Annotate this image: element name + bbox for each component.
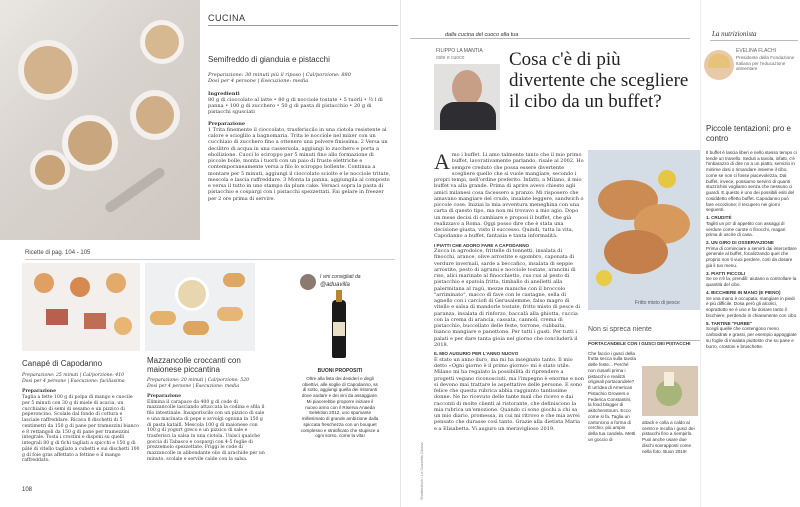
main-recipe-meta1: Preparazione: 30 minuti più il riposo | Cal/porzione: 880 xyxy=(208,72,351,78)
chef-name: FILIPPO LA MANTIA xyxy=(436,48,483,54)
canape-meta1: Preparazione: 25 minuti | Cal/porzione: 410 xyxy=(22,373,125,378)
chef-photo xyxy=(434,64,500,130)
nutrition-sidebar xyxy=(702,30,800,507)
recipes-page-label: Ricette di pag. 104 - 105 xyxy=(25,250,91,256)
canape-recipe xyxy=(22,359,140,466)
nutritionist-bio: Presidente della Fondazione Italiana per l'educazione alimentare xyxy=(736,55,795,72)
main-recipe-title: Semifreddo di gianduia e pistacchi xyxy=(208,55,330,64)
fried-fish-photo xyxy=(588,150,700,310)
canape-title: Canapé di Capodanno xyxy=(22,359,103,368)
wine-label: I vini consigliati da xyxy=(320,274,361,280)
page-gutter xyxy=(400,0,401,507)
mazzancolle-prep-heading: Preparazione xyxy=(147,393,182,399)
nutritionist-photo xyxy=(704,50,734,80)
chef-role: oste e cuoco xyxy=(436,55,465,61)
nutrition-header: La nutrizionista xyxy=(712,30,757,38)
waste-text-2: attack e colla a caldo al centro e incolla i gusci dei pistacchi fino a riempirlo. Puoi anche usare due dischi sovrapposti come nella foto. Buon 2019! xyxy=(642,420,695,454)
mazzancolle-recipe xyxy=(147,356,267,465)
prep-text: 1 Trita finemente il cioccolato, trasferiscilo in una ciotola resistente al calore e scioglilo a bagnomaria. Trita le nocciole nel mixer con un cucchiaio di zucchero fino a ottenere una polvere finissima. 2 Versa un decilitro di acqua in una casseruola, aggiungi lo zucchero e porta a ebollizione. Cuoci lo sciroppo per 5 minuti fino allo formazione di piccole bolle, monta i tuorli con un paio di fruste elettriche e contemporaneamente versa a filo lo sciroppo bollente. Continua a montare per 5 minuti, aggiungi il cioccolato sciolto e le nocciole tritate, mescola e lascia raffreddare. 3 Monta la panna, aggiungila al composto e versa il tutto in uno stampo da plum cake. Versaci sopra la pasta di pistacchio e cospargi con i pistacchi spezzettati. Fai gelare in freezer per 2 ore prima di servire. xyxy=(208,126,391,202)
tip-2-text: Prima di cominciare a servirti dai intercettare generale al buffet, focalizzando quel che proprio non ti vuoi perdere, così da dosare già il tuo menu. xyxy=(706,245,797,268)
canape-photo xyxy=(22,263,140,351)
food-caption: Fritto misto di pesce xyxy=(635,300,680,306)
article-subheading-2: IL MIO AUGURIO PER L'ANNO NUOVO xyxy=(434,351,519,357)
main-recipe-meta2: Dosi per 4 persone | Esecuzione: media xyxy=(208,78,309,85)
candle-photo xyxy=(642,366,698,416)
article-para-1: Amo i buffet. Li amo talmente tanto che il mio primo buffet, lavorativamente parlando, risale al 2002. Ho sempre creduto che possa essere divertente scegliere quello che si vuole mangiare, secondo i propri tempi, nell'ordine preferito. Infatti, a Milano, il mio buffet va alla grande. Prima di aprire avevo chiesto agli amici milanesi cosa facessero a pranzo. Mi risposero che amavano mangiare del crudo, insalate leggere, sandwich o piccole cose. Iniziai la mia avventura meneghina con una carta di questo tipo, ma non mi trovavo a mio agio. Dopo un mese decisi di cambiare e proposi il buffet, che già realizzavo a Roma. Oggi posso dire che è stata una decisione giusta, visto il successo. Quindi, tutta la vita, Capodanno a buffet, fantasia e tanta informalità. xyxy=(434,149,584,240)
article-subheading-1: I PIATTI CHE ADORO FARE A CAPODANNO xyxy=(434,242,530,248)
dessert-photo xyxy=(0,0,200,240)
nutritionist-name: EVELINA FLACHI xyxy=(736,48,777,54)
tip-1-text: Tagliti un po' di appetito con assaggi di verdure come carote o finocchi, magari prima di uscire di casa. xyxy=(706,220,786,238)
nutrition-title: Piccole tentazioni: pro e contro xyxy=(706,124,791,143)
ingredients-text: 80 g di cioccolato al latte • 80 g di nocciole tostate • 5 tuorli • ½ l di panna • 100 g di zucchero • 50 g di pasta di pistacchio • 20 g di pistacchi sgusciati xyxy=(208,96,383,116)
waste-text-1: Che faccio i gusci della frutta secca sulla tavola delle feste... Perché non riusarli prima i pistacchi e realizzi originali portacandele? È un'idea di American Pistachio Growers e Federica Constantini, la food blogger di akitchenstourn. Ecco come si fa. Taglia un cartoncino a forma di cerchio, più ampio della tua candela. Metti un goccio di xyxy=(588,350,637,442)
mazzancolle-title: Mazzancolle croccanti con maionese piccantina xyxy=(147,356,241,375)
dek: dalla cucina del cuoco alla tua xyxy=(445,32,519,38)
waste-title: Non si spreca niente xyxy=(588,326,652,333)
tip-5-heading: 5. TARTINE "FURBE" xyxy=(706,320,753,326)
tip-4-text: Se una mano è occupata, mangiare in piedi è più difficile. Dosa però gli alcolici, soprattutto se è uno e fai dosare tanto il bicchiere, perdendo in chiaramente con cibo. xyxy=(706,295,798,318)
prawns-photo xyxy=(145,263,255,351)
photo-credit: Shutterstock / La Gazzetta Olassa xyxy=(420,442,424,500)
wine-text: Oltre alla lista dei desideri e degli obiettivi, alle soglie di Capodanno, ss di sotto, aggiungi quella dei ristoranti dove andare e dei vini da assaggiare. Mi piacerebbe proporre iniziare il nuovo anno con il Riserva Anaeda Selektion 2012, uno spumante millesimato di grande ambizione dalla spiccata freschezza con un bouquet complesso e stratificato che stupisce a ogni sorso, come la vita! xyxy=(300,376,380,439)
tip-3-text: Se ce n'è la, prendili: aiutano a controllare la quantità del cibo. xyxy=(706,276,797,288)
article-intro-text: mo i buffet. Li amo talmente tanto che il mio primo buffet, lavorativamente parlando, risale al 2002. Ho sempre creduto che possa essere divertente scegliere quello che si vuole mangiare, secondo i propri tempi, nell'ordine preferito. Infatti, a Milano, il mio buffet va alla grande. Prima di aprire avevo chiesto agli amici milanesi cosa facessero a pranzo. Mi risposero che amavano mangiare del crudo, insalate leggere, sandwich o piccole cose. Iniziai la mia avventura meneghina con una carta di questo tipo, ma non mi trovavo a mio agio. Dopo un mese decisi di cambiare e proposi il buffet, che già realizzavo a Roma. Oggi posso dire che è stata una decisione giusta, visto il successo. Quindi, tutta la vita, Capodanno a buffet, fantasia e tanta informalità. xyxy=(434,152,584,240)
section-label: CUCINA xyxy=(208,13,246,23)
mazzancolle-meta2: Dosi per 4 persone | Esecuzione: media xyxy=(147,384,240,390)
ingredients-heading: Ingredienti xyxy=(208,90,240,97)
prep-heading: Preparazione xyxy=(208,120,246,127)
wine-heading: BUONI PROPOSITI xyxy=(317,368,363,374)
article-body xyxy=(434,149,584,434)
main-recipe xyxy=(208,55,393,204)
mazzancolle-prep-text: Elimina il carapace da 400 g di code di mazzancolle lasciando attaccata la codina e sfila il filo intestinale. Insaporiscile con un pizzico di sale e una macinata di pepe e avvolgi ognuna in 150 g di pasta kataifi. Mescola 100 g di maionese con 100 g di yogurt greco e un pizzico di sale e trasferisci la salsa in una ciotola. Unisci qualche goccia di Tabasco e cospargi con 4-5 foglie di prezzemolo spezzettate. Friggi le code di mazzancolle in abbondante olio di arachide per un minuto, scolale e servile calde con la salsa. xyxy=(147,399,265,462)
tip-5-text: Scegli quelle che contengono meno carboidrati e grassi, per esempio appoggiate su foglie di insalata piuttosto che su pane e burro, crostoni e bruschette. xyxy=(706,326,797,349)
article-para-3: È stato un anno duro, ma mi ha insegnato tanto. Il mio detto «Ogni giorno è il primo giorno» mi è stato utile. Milano mi ha regalato la possibilità di riprendere a progetti vegano riconosciuti, ma l'impegno è enorme e non si devono mai trattare le aspettative delle persone. E sono felice che questa rubrica abbia raggiunto tantissime donne. Ne ho ricevuto delle tante mail che ricevo e dai racconti di molte clienti al ristorante, che definiscono la mia rubrica un'emozione. Quando ci sono giochi a chi sa un mio diario, promessa, in cui mi ritrovo e che mia avrei pensato che durasse così tanto. Grazie alla dietista Maria e a Elisabetta. Vi auguro un meraviglioso 2019. xyxy=(434,356,584,432)
nutrition-body xyxy=(706,150,798,351)
waste-box xyxy=(588,326,700,454)
page-number: 108 xyxy=(22,487,33,493)
article-para-2: Zucca in agrodolce, frittelle di tonnetti, insalata di finocchi, arance, olive arrostite e sgombro, caponata di verdure invernali, sarde a beccafico, insalata di seppie arrostite, pesto di agrumi e nocciole tostate, arancini di riso, alici marinate al finocchietto, cus cus al pesto di pistacchio e spatola fritta, timballo di anelletti alla palermitana al ragù, mezze maniche con il broccolo "arriminato", macco di fave con le castagne, sella di agnello con i carciofi di Gerusalemme, falso magro di vitello e salsa di mandorle tostate, fritto misto di pesce di paranza, insalata di rinforzo, baccalà alla ghiotta, cuccia con la crema di arancia, cassata, cannoli, crema di pistacchio, buccellato delle feste, torrone, cubbaita, bianco mangiare e panettone. Per tutti i gusti. Per tutti i palati e per dare tanta gioia nel giorno che concluderà il 2018. xyxy=(434,248,581,348)
tip-1-heading: 1. CRUDITÉ xyxy=(706,215,732,221)
wine-handle: @aduavilla xyxy=(320,282,350,288)
nutrition-intro: Il buffet è lascia liberi e nello stesso tempo ci tende un tranello. Seduti a tavola, infatti, c'è l'imbarazzo di dire no a un piatto, servizio in minime dosi o rimandare insieme il cibo, come se non ci fosse piacevolezza. Dal buffet, invece, possiamo servirci di quanti stuzzichini vogliamo senza che nessuno ci guardi. E questo è uno dei possibili esiti del cosiddetto effetto buffet. Capodanno può fare eccezione; il recupero nei giorni seguenti. xyxy=(706,150,797,213)
headline: Cosa c'è di più divertente che scegliere il cibo da un buffet? xyxy=(509,49,689,112)
page-gutter-right xyxy=(700,0,701,507)
tip-4-heading: 4. BICCHIERE IN MANO (E PIENO) xyxy=(706,289,781,295)
tip-3-heading: 3. PIATTI PICCOLI xyxy=(706,270,746,276)
waste-subheading: PORTACANDELE CON I GUSCI DEI PISTACCHI xyxy=(588,341,691,346)
wine-avatar xyxy=(300,274,316,290)
canape-prep-text: Taglia a fette 100 g di polpa di mango e cuocile per 5 minuti con 30 g di miele di acacia, un cucchiaino di semi di sesamo e un pizzico di peperoncino. Scolale dal fondo di cottura e lasciale raffreddare. Ricava 8 dischetti di 5 centimetri da 150 g di pane per tramezzini bianco e 8 rettangoli da 150 g di pane per tramezzini integrale. Tosta i crostini e disponi su quelli integrali 80 g di fichi tagliati a spicchi e 150 g di pâté di vitello tagliato a cubetti e sui dischetti 100 g di foie gras affettato a fettine e il mango raffreddato. xyxy=(22,395,140,464)
tip-2-heading: 2. UN GIRO DI OSSERVAZIONE xyxy=(706,240,774,246)
wine-bottle xyxy=(332,300,346,358)
canape-prep-heading: Preparazione xyxy=(22,389,57,395)
canape-meta2: Dosi per 4 persone | Esecuzione: facilissima xyxy=(22,378,125,384)
mazzancolle-meta1: Preparazione: 20 minuti | Cal/porzione: 520 xyxy=(147,378,250,384)
